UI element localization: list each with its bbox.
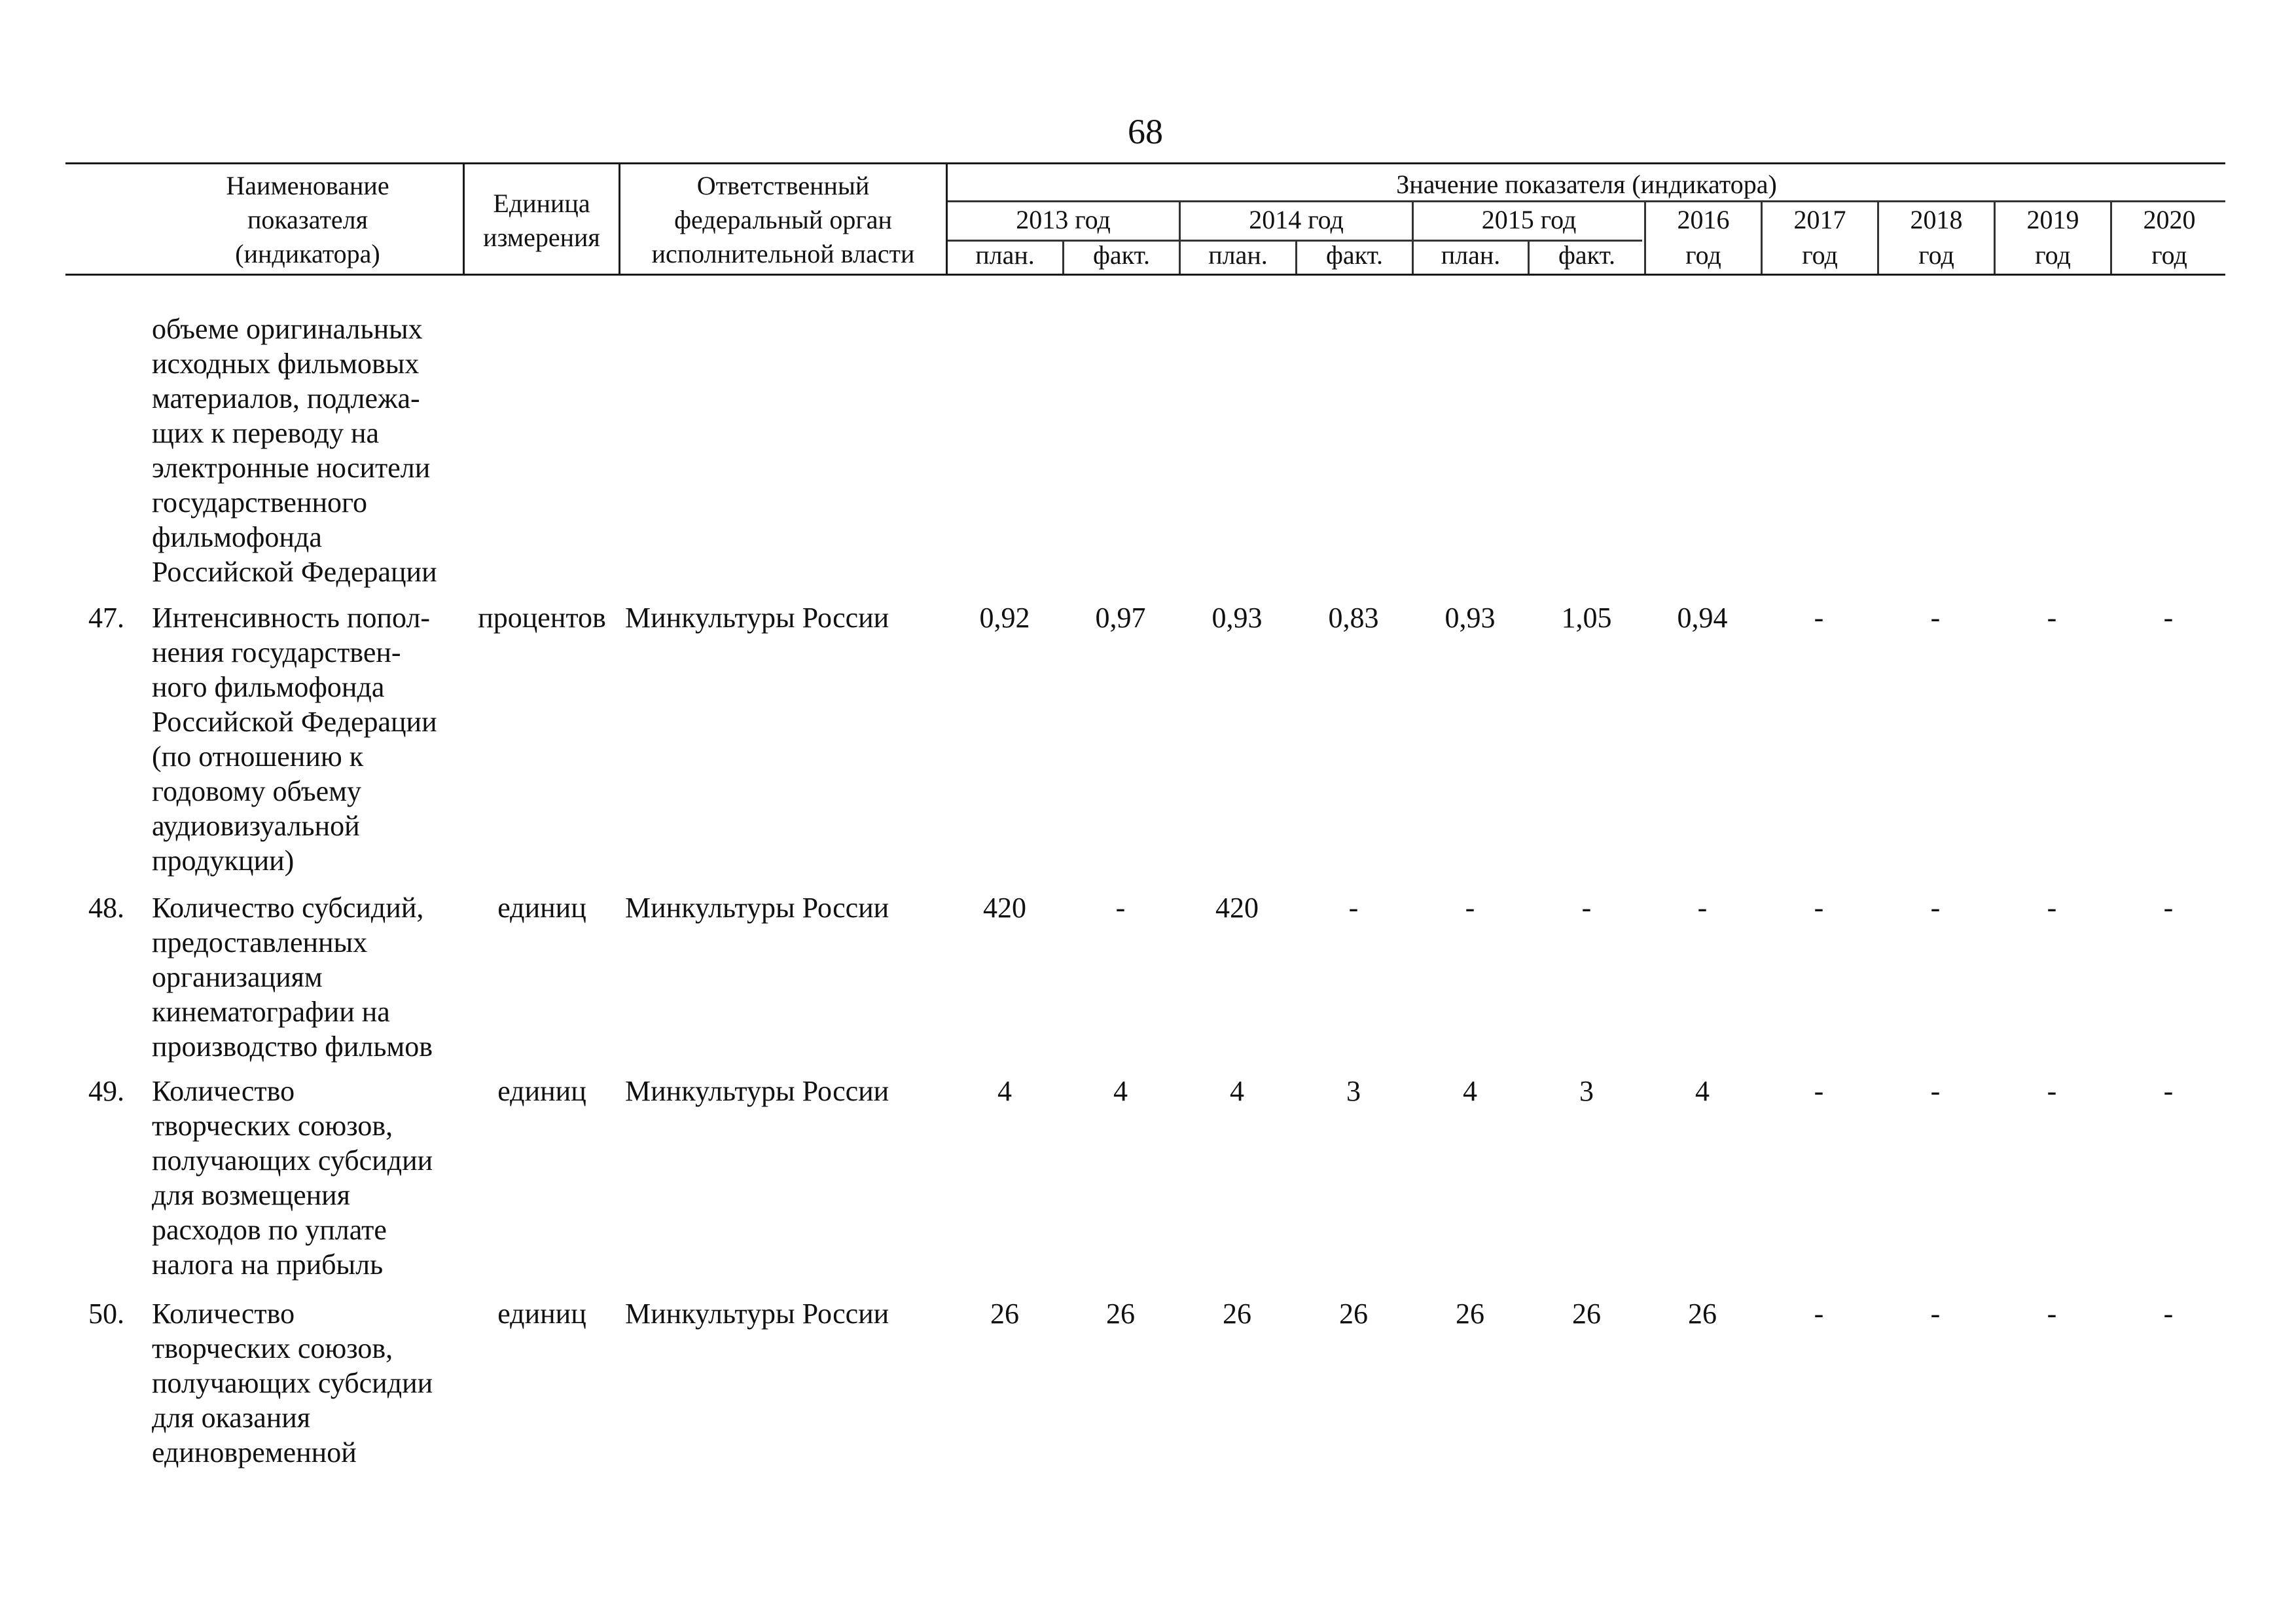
row-value: 4: [997, 1075, 1012, 1107]
row-value: -: [1814, 1075, 1824, 1107]
row-value: 420: [1215, 892, 1259, 924]
row-name: [152, 1074, 466, 1282]
continuation-line: электронные носители: [152, 452, 431, 484]
header-fact: факт.: [1092, 240, 1151, 270]
row-name-line: Количество: [152, 1075, 295, 1107]
row-value: -: [1814, 892, 1824, 924]
header-year: 2018: [1910, 205, 1963, 234]
row-value: 1,05: [1561, 602, 1612, 634]
row-value: -: [1348, 892, 1359, 924]
row-name-line: нения государствен-: [152, 636, 401, 668]
row-name-line: производство фильмов: [152, 1030, 433, 1063]
header-plan: план.: [975, 240, 1035, 270]
row-value: 4: [1695, 1075, 1710, 1107]
row-name-line: творческих союзов,: [152, 1332, 393, 1364]
row-value: -: [1814, 602, 1824, 634]
header-unit: [465, 187, 619, 255]
row-authority: Минкультуры России: [625, 892, 889, 924]
row-value: -: [1930, 1075, 1941, 1107]
row-value: 26: [1572, 1298, 1601, 1330]
row-name-line: предоставленных: [152, 926, 368, 958]
header-value-group: Значение показателя (индикатора): [1396, 170, 1777, 199]
continuation-line: фильмофонда: [152, 521, 322, 553]
row-number: 50.: [88, 1298, 124, 1330]
row-value: 0,94: [1677, 602, 1728, 634]
row-value: 26: [1339, 1298, 1368, 1330]
continuation-line: исходных фильмовых: [152, 348, 420, 380]
row-value: -: [2047, 1075, 2057, 1107]
header-year-suffix: год: [2151, 240, 2187, 270]
row-value: 0,92: [979, 602, 1030, 634]
row-value: -: [1697, 892, 1708, 924]
row-value: 4: [1113, 1075, 1128, 1107]
continuation-line: государственного: [152, 486, 367, 519]
row-name-line: расходов по уплате: [152, 1214, 387, 1246]
row-name-line: налога на прибыль: [152, 1249, 384, 1281]
header-authority: [620, 169, 946, 271]
row-value: 26: [990, 1298, 1019, 1330]
header-plan: план.: [1441, 240, 1501, 270]
row-name-line: единовременной: [152, 1436, 357, 1468]
row-authority: Минкультуры России: [625, 1075, 889, 1107]
header-year: 2015 год: [1481, 205, 1577, 234]
header-name-line: показателя: [247, 205, 368, 234]
header-authority-line: Ответственный: [696, 171, 870, 200]
header-fact: факт.: [1325, 240, 1384, 270]
row-unit: единиц: [497, 1075, 586, 1107]
row-number: 48.: [88, 892, 124, 924]
continuation-line: объеме оригинальных: [152, 313, 423, 345]
header-name-line: Наименование: [226, 171, 389, 200]
header-unit-line: измерения: [483, 223, 600, 252]
header-name-line: (индикатора): [235, 239, 380, 268]
page-number: 68: [1128, 112, 1163, 151]
row-name-line: продукции): [152, 845, 295, 877]
header-bottom-rule: [65, 274, 2225, 276]
row-name: [152, 600, 466, 878]
row-value: 26: [1223, 1298, 1251, 1330]
continuation-line: материалов, подлежа-: [152, 382, 420, 414]
row-value: -: [1814, 1298, 1824, 1330]
row-value: 3: [1346, 1075, 1361, 1107]
row-name-line: для возмещения: [152, 1179, 350, 1211]
row-name-line: организациям: [152, 961, 323, 993]
row-value: 26: [1456, 1298, 1484, 1330]
row-name: [152, 890, 466, 1064]
row-name-line: аудиовизуальной: [152, 810, 360, 842]
row-value: -: [1465, 892, 1475, 924]
header-year: 2014 год: [1249, 205, 1344, 234]
header-unit-line: Единица: [493, 189, 590, 218]
header-authority-line: исполнительной власти: [651, 239, 915, 268]
row-value: 0,83: [1328, 602, 1379, 634]
header-authority-line: федеральный орган: [674, 205, 892, 234]
header-year-suffix: год: [1918, 240, 1954, 270]
row-number: 47.: [88, 602, 124, 634]
row-value: -: [2047, 1298, 2057, 1330]
row-value: -: [2163, 1298, 2174, 1330]
row-value: -: [1581, 892, 1592, 924]
continuation-text: [152, 312, 466, 589]
row-name-line: ного фильмофонда: [152, 671, 385, 703]
row-name-line: Интенсивность попол-: [152, 602, 431, 634]
row-value: -: [2163, 892, 2174, 924]
row-value: 3: [1579, 1075, 1594, 1107]
header-year-suffix: год: [2035, 240, 2071, 270]
row-value: 420: [983, 892, 1026, 924]
header-year-suffix: год: [1685, 240, 1721, 270]
row-name-line: Российской Федерации: [152, 706, 437, 738]
header-fact: факт.: [1558, 240, 1616, 270]
row-unit: единиц: [497, 1298, 586, 1330]
row-name-line: (по отношению к: [152, 740, 364, 773]
header-year: 2016: [1677, 205, 1730, 234]
header-year: 2019: [2026, 205, 2079, 234]
row-name: [152, 1296, 466, 1470]
row-value: -: [1930, 892, 1941, 924]
header-year-suffix: год: [1802, 240, 1838, 270]
header-year: 2020: [2143, 205, 2196, 234]
row-value: 26: [1688, 1298, 1717, 1330]
row-value: -: [2047, 602, 2057, 634]
row-authority: Минкультуры России: [625, 1298, 889, 1330]
header-year: 2013 год: [1016, 205, 1111, 234]
header-year: 2017: [1793, 205, 1846, 234]
row-name-line: получающих субсидии: [152, 1367, 433, 1399]
row-value: 4: [1230, 1075, 1244, 1107]
header-top-rule: [65, 162, 2225, 164]
row-name-line: годовому объему: [152, 775, 361, 807]
row-value: -: [2163, 602, 2174, 634]
row-authority: Минкультуры России: [625, 602, 889, 634]
row-number: 49.: [88, 1075, 124, 1107]
row-value: -: [2163, 1075, 2174, 1107]
row-value: 0,93: [1211, 602, 1263, 634]
row-name-line: творческих союзов,: [152, 1110, 393, 1142]
row-value: 4: [1463, 1075, 1477, 1107]
row-value: 26: [1106, 1298, 1135, 1330]
row-value: -: [1115, 892, 1126, 924]
row-unit: процентов: [478, 602, 606, 634]
row-value: 0,97: [1095, 602, 1146, 634]
row-name-line: для оказания: [152, 1402, 311, 1434]
header-plan: план.: [1208, 240, 1268, 270]
continuation-line: Российской Федерации: [152, 556, 437, 588]
row-value: -: [1930, 602, 1941, 634]
continuation-line: щих к переводу на: [152, 417, 380, 449]
row-value: -: [1930, 1298, 1941, 1330]
row-name-line: кинематографии на: [152, 996, 390, 1028]
row-name-line: Количество: [152, 1298, 295, 1330]
row-value: -: [2047, 892, 2057, 924]
row-value: 0,93: [1444, 602, 1496, 634]
row-unit: единиц: [497, 892, 586, 924]
header-name: [177, 169, 439, 271]
row-name-line: Количество субсидий,: [152, 892, 424, 924]
row-name-line: получающих субсидии: [152, 1144, 433, 1176]
